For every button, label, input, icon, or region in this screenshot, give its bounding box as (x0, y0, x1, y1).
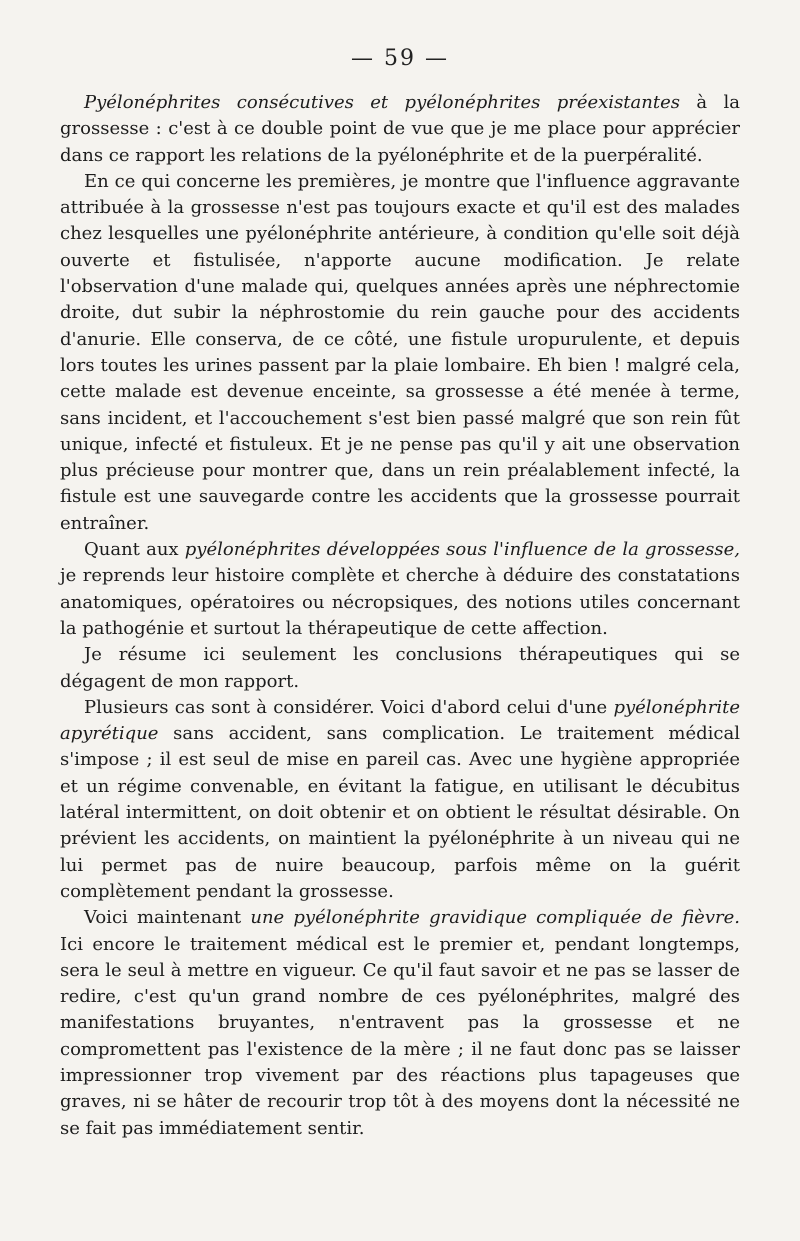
italic-phrase: Pyélonéphrites consécutives et pyélonéphrites préexistantes (84, 92, 680, 113)
italic-phrase: pyélonéphrite apyrétique (60, 696, 740, 745)
text-run: Je résume ici seulement les conclusions thérapeutiques qui se dégagent de mon rapport. (60, 644, 740, 692)
italic-phrase: une pyélonéphrite gravidique compliquée de fièvre. (250, 907, 740, 929)
paragraph-1 (60, 90, 740, 169)
paragraph-4 (60, 642, 740, 695)
text-run: je reprends leur histoire complète et cherche à déduire des constatations anatomiques, opératoires ou nécropsiques, des notions utiles concernant la pathogénie et surtout la thérapeutique de cette affection. (60, 565, 740, 639)
paragraph-5 (60, 695, 740, 905)
text-run: Plusieurs cas sont à considérer. Voici d'abord celui d'une (84, 696, 614, 718)
paragraph-6 (60, 905, 740, 1142)
body-text (60, 90, 740, 1142)
text-run: En ce qui concerne les premières, je montre que l'influence aggravante attribuée à la grossesse n'est pas toujours exacte et qu'il est des malades chez lesquelles une pyélonéphrite antérieure, à condition qu'elle soit déjà ouverte et fistulisée, n'apporte aucune modification. Je relate l'observation d'une malade qui, quelques années après une néphrectomie droite, dut subir la néphrostomie du rein gauche pour des accidents d'anurie. Elle conserva, de ce côté, une fistule uropurulente, et depuis lors toutes les urines passent par la plaie lombaire. Eh bien ! malgré cela, cette malade est devenue enceinte, sa grossesse a été menée à terme, sans incident, et l'accouchement s'est bien passé malgré que son rein fût unique, infecté et fistuleux. Et je ne pense pas qu'il y ait une observation plus précieuse pour montrer que, dans un rein préalablement infecté, la fistule est une sauvegarde contre les accidents que la grossesse pourrait entraîner. (60, 170, 740, 534)
text-run: Ici encore le traitement médical est le premier et, pendant longtemps, sera le seul à mettre en vigueur. Ce qu'il faut savoir et ne pas se lasser de redire, c'est qu'un grand nombre de ces pyélonéphrites, malgré des manifestations bruyantes, n'entravent pas la grossesse et ne compromettent pas l'existence de la mère ; il ne faut donc pas se laisser impressionner trop vivement par des réactions plus tapageuses que graves, ni se hâter de recourir trop tôt à des moyens dont la nécessité ne se fait pas immédiatement sentir. (60, 933, 740, 1139)
text-run: Voici maintenant (84, 907, 251, 929)
italic-phrase: pyélonéphrites développées sous l'influence de la grossesse, (184, 539, 740, 561)
text-run: à la grossesse : c'est à ce double point de vue que je me place pour apprécier dans ce rapport les relations de la pyélonéphrite et de la puerpéralité. (60, 92, 740, 166)
paragraph-3 (60, 537, 740, 642)
page-number: — 59 — (351, 46, 449, 71)
text-run: Quant aux (84, 539, 185, 561)
text-run: sans accident, sans complication. Le traitement médical s'impose ; il est seul de mise en pareil cas. Avec une hygiène appropriée et un régime convenable, en évitant la fatigue, en utilisant le décubitus latéral intermittent, on doit obtenir et on obtient le résultat désirable. On prévient les accidents, on maintient la pyélonéphrite à un niveau qui ne lui permet pas de nuire beaucoup, parfois même on la guérit complètement pendant la grossesse. (60, 723, 740, 902)
paragraph-2 (60, 169, 740, 537)
